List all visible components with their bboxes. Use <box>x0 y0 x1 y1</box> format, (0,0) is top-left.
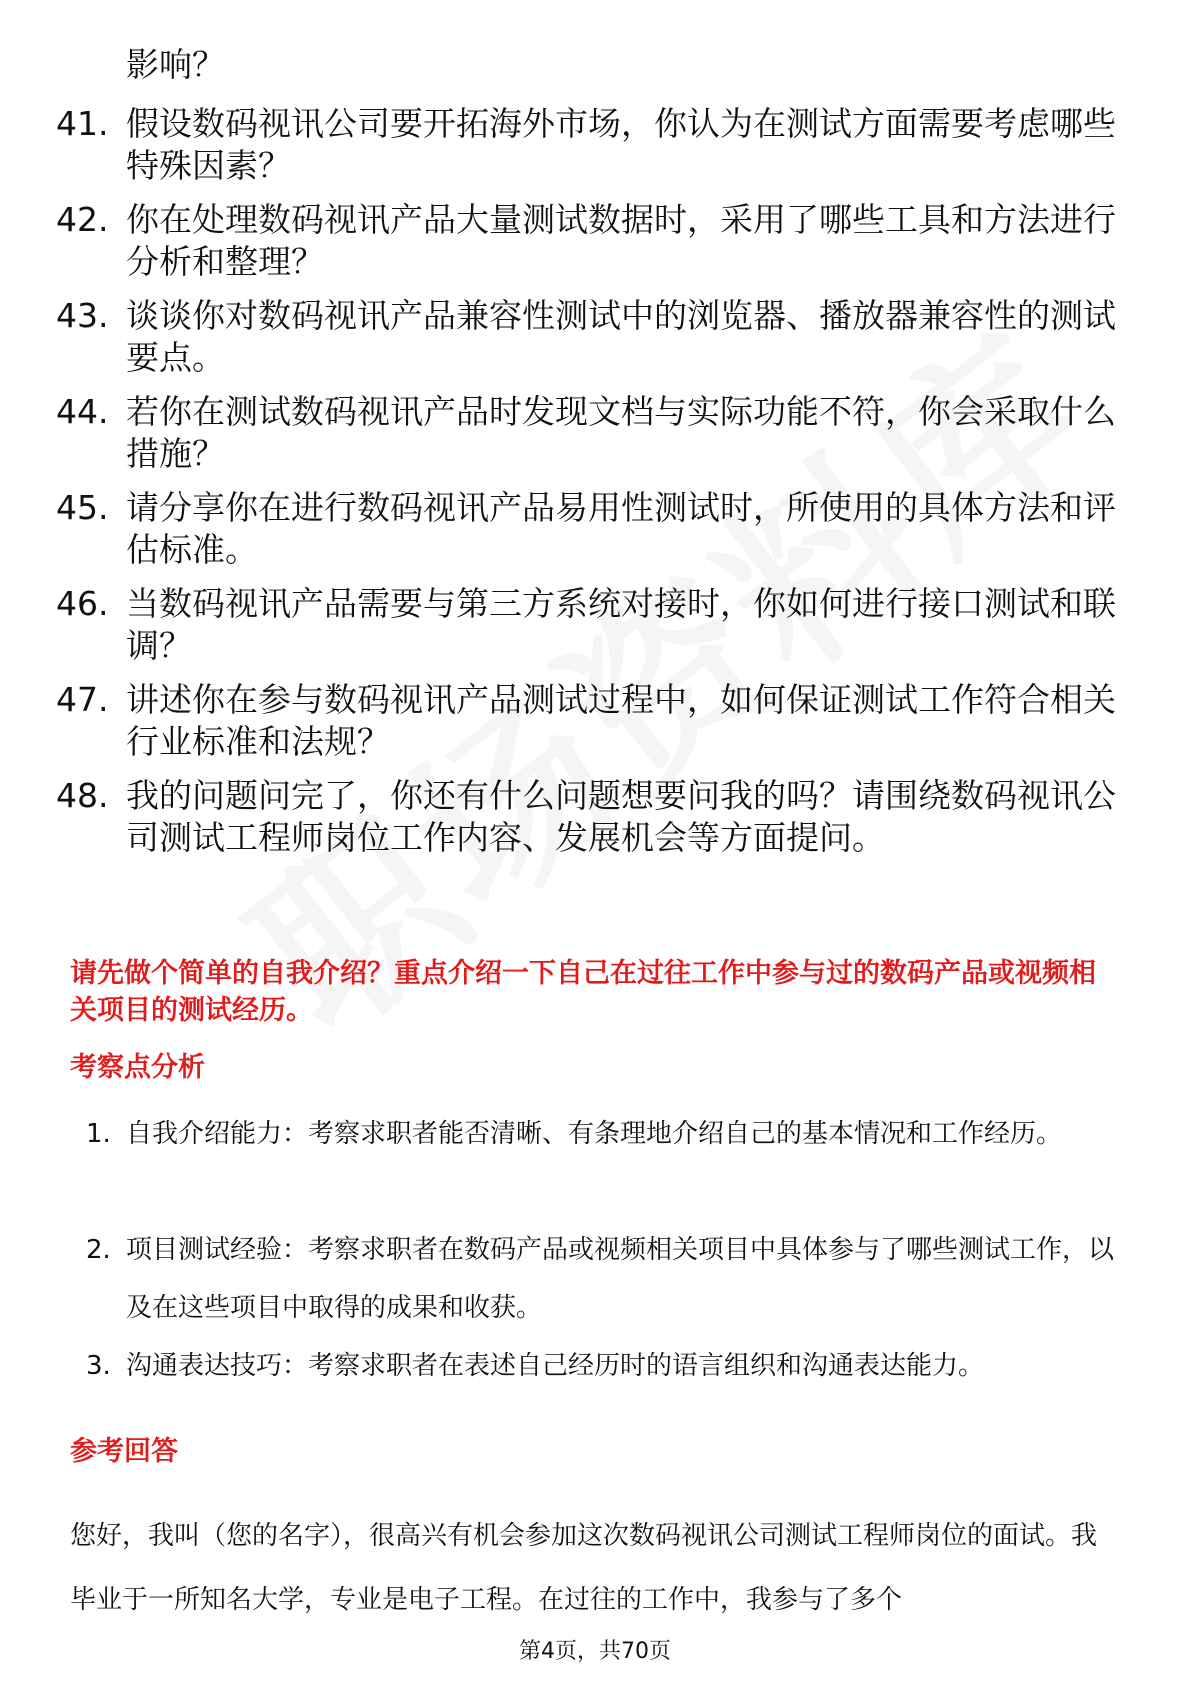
question-text: 我的问题问完了，你还有什么问题想要问我的吗？请围绕数码视讯公司测试工程师岗位工作内容、发展机会等方面提问。 <box>126 776 1116 857</box>
question-number: 44. <box>56 392 109 431</box>
featured-question-title: 请先做个简单的自我介绍？重点介绍一下自己在过往工作中参与过的数码产品或视频相关项目的测试经历。 <box>70 958 1096 1026</box>
point-text: 项目测试经验：考察求职者在数码产品或视频相关项目中具体参与了哪些测试工作，以及在这些项目中取得的成果和收获。 <box>126 1235 1115 1323</box>
question-number: 47. <box>56 680 109 719</box>
question-text: 讲述你在参与数码视讯产品测试过程中，如何保证测试工作符合相关行业标准和法规？ <box>126 680 1116 761</box>
question-text: 当数码视讯产品需要与第三方系统对接时，你如何进行接口测试和联调？ <box>126 584 1116 665</box>
question-continuation: 影响？ <box>126 45 225 84</box>
point-text: 沟通表达技巧：考察求职者在表述自己经历时的语言组织和沟通表达能力。 <box>126 1351 985 1381</box>
question-text: 若你在测试数码视讯产品时发现文档与实际功能不符，你会采取什么措施？ <box>126 392 1116 473</box>
question-text: 请分享你在进行数码视讯产品易用性测试时，所使用的具体方法和评估标准。 <box>126 488 1116 569</box>
question-text: 假设数码视讯公司要开拓海外市场，你认为在测试方面需要考虑哪些特殊因素？ <box>126 104 1116 185</box>
answer-heading: 参考回答 <box>70 1436 178 1467</box>
question-number: 46. <box>56 584 109 623</box>
point-number: 1. <box>86 1119 111 1149</box>
point-number: 2. <box>86 1235 111 1265</box>
question-text: 你在处理数码视讯产品大量测试数据时，采用了哪些工具和方法进行分析和整理？ <box>126 200 1116 281</box>
point-text: 自我介绍能力：考察求职者能否清晰、有条理地介绍自己的基本情况和工作经历。 <box>126 1119 1063 1149</box>
question-text: 谈谈你对数码视讯产品兼容性测试中的浏览器、播放器兼容性的测试要点。 <box>126 296 1116 377</box>
answer-paragraph: 您好，我叫（您的名字），很高兴有机会参加这次数码视讯公司测试工程师岗位的面试。我毕业于一所知名大学，专业是电子工程。在过往的工作中，我参与了多个 <box>70 1521 1098 1615</box>
point-number: 3. <box>86 1351 111 1381</box>
page-footer: 第4页，共70页 <box>519 1639 671 1664</box>
question-number: 41. <box>56 104 109 143</box>
question-number: 48. <box>56 776 109 815</box>
question-number: 43. <box>56 296 109 335</box>
question-number: 45. <box>56 488 109 527</box>
question-number: 42. <box>56 200 109 239</box>
analysis-heading: 考察点分析 <box>70 1052 205 1083</box>
